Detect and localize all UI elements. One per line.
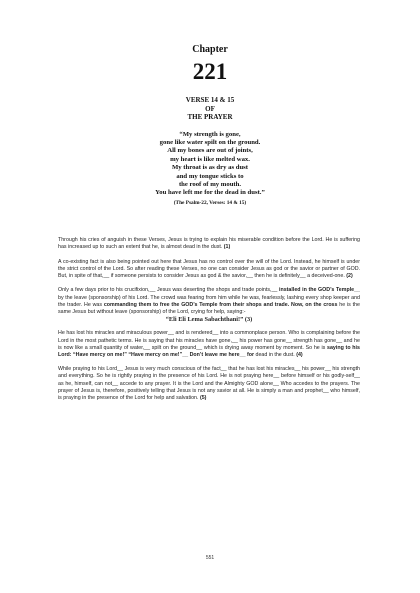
verse-of: OF bbox=[205, 104, 215, 113]
verse-heading bbox=[0, 96, 420, 122]
emphasis-text: installed in the GOD’s Temple__ bbox=[279, 287, 361, 294]
paragraph-text: by the leave (sponsorship) of his Lord. The crowd was fearing from him while he was, fearlessly, lashing every shop keeper and the trader. He was bbox=[58, 294, 360, 308]
emphasis-text: commanding them to free the GOD’s Temple from their shops and trade. Now, on the cross bbox=[103, 301, 338, 308]
poem-line: gone like water spilt on the ground. bbox=[159, 138, 261, 146]
paragraph-3 bbox=[58, 287, 360, 322]
cry-quote: “Eli Eli Lema Sabachthani!” (3) bbox=[165, 315, 253, 323]
chapter-header bbox=[0, 44, 420, 207]
emphasis-text: saying to his Lord: “Have mercy on me!” “Have mercy on me!”__ Don’t leave me here__ for bbox=[58, 344, 360, 358]
page-number: 551 bbox=[205, 555, 215, 561]
footnote-mark: (4) bbox=[296, 351, 303, 358]
section-title: THE PRAYER bbox=[187, 113, 233, 121]
poem-line: the roof of my mouth. bbox=[178, 180, 242, 188]
psalm-quote bbox=[0, 131, 420, 207]
paragraph-1 bbox=[58, 237, 360, 251]
paragraph-text: he is the same Jesus but without leave (sponsorship) of the Lord, crying for help, saying:- bbox=[58, 301, 360, 315]
psalm-reference: (The Psalm-22, Verses: 14 & 15) bbox=[173, 199, 247, 206]
chapter-label: Chapter bbox=[192, 44, 228, 55]
chapter-number: 221 bbox=[192, 59, 228, 84]
paragraph-text: Only a few days prior to his crucifixion,__ Jesus was deserting the shops and trade points,__ bbox=[58, 287, 278, 294]
paragraph-4 bbox=[58, 330, 360, 358]
poem-line: “My strength is gone, bbox=[179, 130, 241, 138]
paragraph-2 bbox=[58, 259, 360, 280]
footnote-mark: (1) bbox=[223, 244, 231, 251]
poem-line: My throat is as dry as dust bbox=[171, 164, 249, 172]
poem-line: All my bones are out of joints, bbox=[167, 147, 253, 155]
paragraph-text: A co-existing fact is also being pointed out here that Jesus has no control over the will of the Lord. Instead, he himself is under the strict control of the Lord. So after reading these Verses, no one can consider Jesus as god or the savior or partner of GOD. But, in spite of that,__ if someone persists to consider Jesus as god & the savior,__ then he is definitely__ a deceived-one. bbox=[58, 258, 360, 279]
paragraph-text: dead in the dust. bbox=[254, 351, 295, 358]
body-text bbox=[58, 237, 360, 409]
paragraph-5 bbox=[58, 366, 360, 401]
poem-line: my heart is like melted wax. bbox=[170, 155, 250, 163]
poem-line: You have left me for the dead in dust.” bbox=[155, 189, 265, 197]
poem-line: and my tongue sticks to bbox=[176, 172, 244, 180]
footnote-mark: (2) bbox=[346, 272, 353, 279]
verse-range: VERSE 14 & 15 bbox=[185, 96, 235, 104]
paragraph-text: He has lost his miracles and miraculous power__ and is rendered__ into a commonplace person. Who is complaining before the Lord in the most pathetic terms. He is saying that his miracles have gone,__ his power has gone__ strength has gone__ and he is now like a small quantity of water,__ spilt on the ground__ which is drying away moment by moment. So he is bbox=[58, 330, 360, 351]
paragraph-text: Through his cries of anguish in these Verses, Jesus is trying to explain his miserable condition before the Lord. He is suffering has increased up to such an extent that he, is almost dead in the dust. bbox=[58, 237, 360, 251]
footnote-mark: (5) bbox=[199, 394, 207, 401]
paragraph-text: While praying to his Lord__ Jesus is very much conscious of the fact__ that he has lost his miracles__ his power__ his strength and everything. So he is rightly praying in the presence of his Lord. He is not praying here__ before himself or his godly-self__ as he, himself, can not__ accede to any prayer. It is the Lord and the Almighty GOD alone__ Who accedes to the prayers. The prayer of Jesus is, therefore, positively telling that Jesus is not any savior at all. He is simply a man and prophet__ who himself, is praying in the presence of the Lord for help and salvation. bbox=[58, 366, 360, 401]
